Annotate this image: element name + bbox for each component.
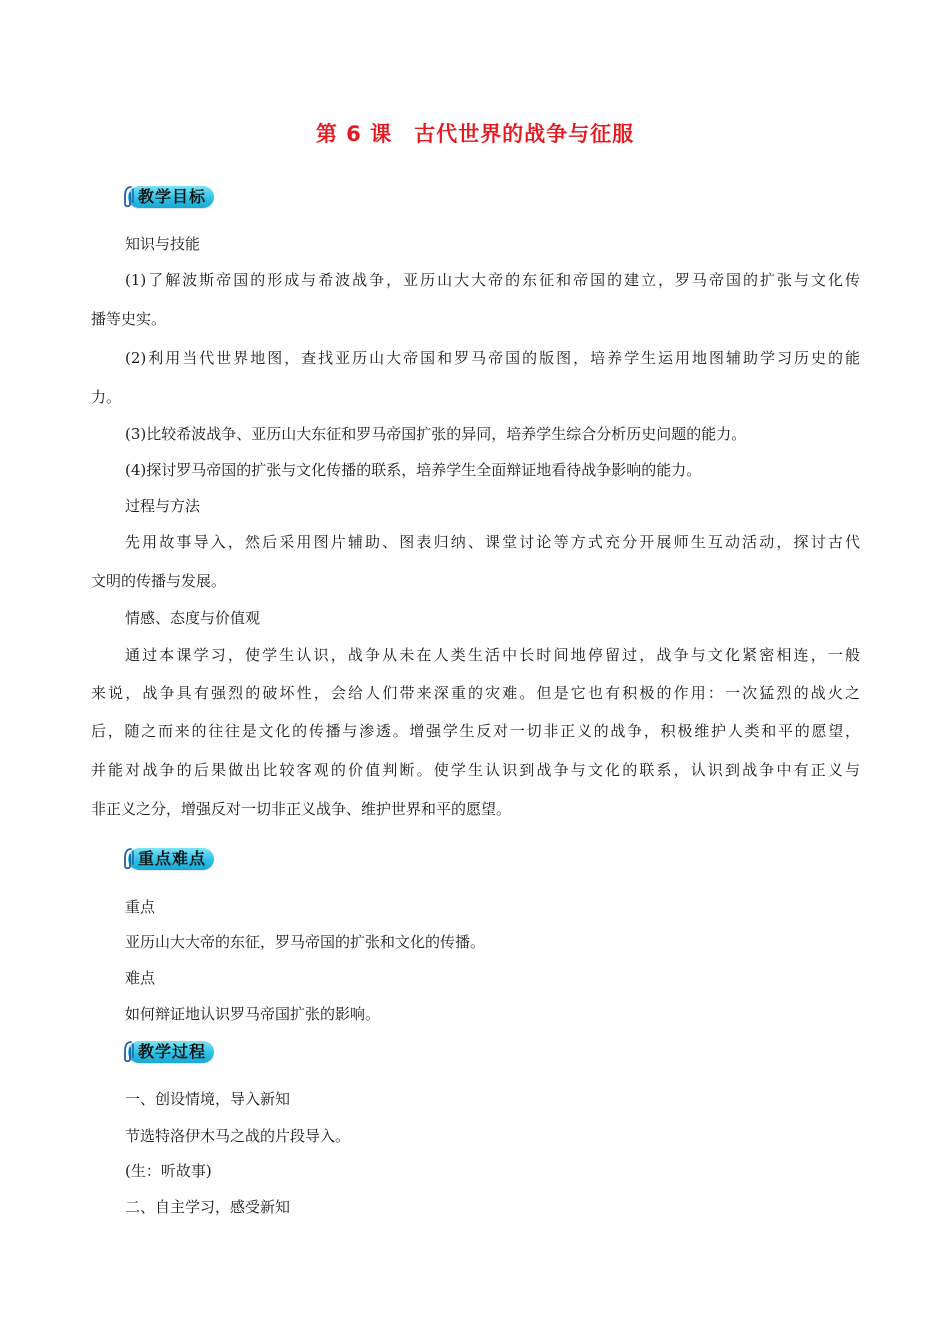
paragraph-line: 并能对战争的后果做出比较客观的价值判断。使学生认识到战争与文化的联系，认识到战争中有正义与 [91,761,860,779]
paragraph-line: (1)了解波斯帝国的形成与希波战争，亚历山大大帝的东征和帝国的建立，罗马帝国的扩张与文化传 [125,271,860,289]
subheading-key-point: 重点 [125,898,156,916]
paragraph-line: 通过本课学习，使学生认识，战争从未在人类生活中长时间地停留过，战争与文化紧密相连，一般 [125,646,860,664]
step-heading: 二、自主学习，感受新知 [125,1198,291,1216]
paragraph-line: 来说，战争具有强烈的破坏性，会给人们带来深重的灾难。但是它也有积极的作用：一次猛烈的战火之 [91,684,860,702]
subheading-emotion-values: 情感、态度与价值观 [125,609,261,627]
paragraph-line: (3)比较希波战争、亚历山大东征和罗马帝国扩张的异同，培养学生综合分析历史问题的能力。 [125,425,747,443]
paragraph-line: 力。 [91,388,122,406]
paragraph-line: 后，随之而来的往往是文化的传播与渗透。增强学生反对一切非正义的战争，积极维护人类和平的愿望， [91,722,860,740]
paragraph-line: 播等史实。 [91,310,167,328]
section-badge-objectives [122,184,214,210]
paragraph-line: 先用故事导入，然后采用图片辅助、图表归纳、课堂讨论等方式充分开展师生互动活动，探讨古代 [125,533,860,551]
paragraph-line: (生：听故事) [125,1162,212,1180]
section-title: 重点难点 [138,849,207,868]
step-heading: 一、创设情境，导入新知 [125,1090,291,1108]
paragraph-line: 节选特洛伊木马之战的片段导入。 [125,1127,351,1145]
paragraph-line: 文明的传播与发展。 [91,572,227,590]
paragraph-line: (2)利用当代世界地图，查找亚历山大帝国和罗马帝国的版图，培养学生运用地图辅助学习历史的能 [125,349,860,367]
subheading-process-method: 过程与方法 [125,497,201,515]
paperclip-icon [122,184,138,210]
paragraph-line: 非正义之分，增强反对一切非正义战争、维护世界和平的愿望。 [91,800,512,818]
subheading-knowledge: 知识与技能 [125,235,201,253]
paragraph-line: (4)探讨罗马帝国的扩张与文化传播的联系，培养学生全面辩证地看待战争影响的能力。 [125,461,702,479]
section-badge-key-points [122,846,214,872]
subheading-difficulty: 难点 [125,969,156,987]
section-title: 教学过程 [138,1042,207,1061]
paperclip-icon [122,846,138,872]
section-badge-process [122,1039,214,1065]
lesson-title: 第 6 课 古代世界的战争与征服 [315,122,635,146]
paperclip-icon [122,1039,138,1065]
paragraph-line: 如何辩证地认识罗马帝国扩张的影响。 [125,1005,381,1023]
section-title: 教学目标 [138,187,207,206]
paragraph-line: 亚历山大大帝的东征，罗马帝国的扩张和文化的传播。 [125,933,486,951]
